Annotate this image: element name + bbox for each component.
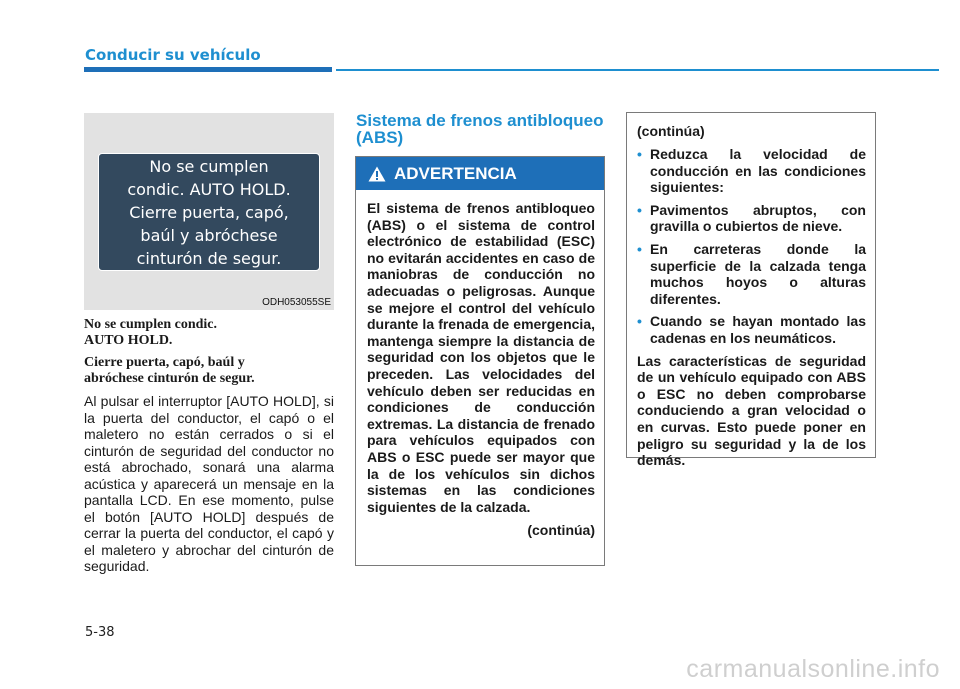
left-column	[84, 317, 334, 575]
lcd-line: No se cumplen	[149, 156, 269, 176]
warning-triangle-icon	[368, 166, 386, 182]
page-number: 5-38	[85, 625, 115, 640]
lcd-line: baúl y abróchese	[140, 225, 278, 245]
continued-box	[626, 112, 876, 469]
message-line: No se cumplen condic.	[84, 317, 217, 332]
list-item-text: Pavimentos abruptos, con gravilla o cubiertos de nieve.	[650, 201, 866, 235]
watermark: carmanualsonline.info	[686, 655, 940, 683]
lcd-line: condic. AUTO HOLD.	[127, 179, 291, 199]
auto-hold-description: Al pulsar el interruptor [AUTO HOLD], si la puerta del conductor, el capó o el maletero no están cerrados o si el cinturón de seguridad del conductor no está abrochado, sonará una alarma acústica y aparecerá un mensaje en la pantalla LCD. En ese momento, pulse el botón [AUTO HOLD] después de cerrar la puerta del conductor, el capó y el maletero y abrochar del cinturón de seguridad.	[84, 393, 334, 574]
list-item	[637, 241, 866, 307]
message-line: AUTO HOLD.	[84, 333, 173, 348]
lcd-line: cinturón de segur.	[136, 248, 282, 268]
list-item-text: En carreteras donde la superficie de la calzada tenga muchos hoyos o alturas diferentes.	[650, 240, 866, 307]
list-item	[637, 202, 866, 235]
section-title: Conducir su vehículo	[85, 46, 261, 64]
abs-section-title: Sistema de frenos antibloqueo (ABS)	[356, 111, 604, 147]
message-heading-2	[84, 355, 334, 387]
bullet-list	[637, 146, 866, 347]
warning-text: El sistema de frenos antibloqueo (ABS) o el sistema de control electrónico de estabilidad (ESC) no evitarán accidentes en caso de maniobras de conducción no adecuadas o peligrosas. Aunque se mejore el control del vehículo durante la frenada de emergencia, mantenga siempre la distancia de seguridad con los objetos que le preceden. Las velocidades del vehículo deben ser reducidas en condiciones de conducción extremas. La distancia de frenado para vehículos equipados con ABS o ESC puede ser mayor que la de los vehículos sin dichos sistemas en las condiciones siguientes de la calzada.	[367, 200, 595, 515]
message-heading-1	[84, 317, 334, 349]
message-line: abróchese cinturón de segur.	[84, 371, 255, 386]
bullet-icon: •	[637, 201, 642, 218]
continued-head: (continúa)	[637, 123, 705, 139]
bullet-icon: •	[637, 313, 642, 330]
header-rule-thick	[84, 67, 332, 72]
lcd-line: Cierre puerta, capó,	[129, 202, 289, 222]
bullet-icon: •	[637, 240, 642, 257]
lcd-figure	[84, 113, 334, 310]
warning-label: ADVERTENCIA	[394, 163, 517, 183]
safety-paragraph: Las características de seguridad de un vehículo equipado con ABS o ESC no deben comprobarse conduciendo a gran velocidad o en curvas. Esto puede poner en peligro su seguridad y la de los demás.	[637, 352, 866, 469]
figure-code: ODH053055SE	[262, 297, 331, 308]
lcd-message	[127, 155, 290, 270]
list-item-text: Reduzca la velocidad de conducción en las condiciones siguientes:	[650, 146, 866, 196]
list-item	[637, 313, 866, 346]
list-item-text: Cuando se hayan montado las cadenas en los neumáticos.	[650, 313, 866, 346]
message-line: Cierre puerta, capó, baúl y	[84, 355, 245, 370]
bullet-icon: •	[637, 146, 642, 162]
continued-label: (continúa)	[527, 522, 595, 539]
warning-box	[355, 156, 605, 566]
header-rule-thin	[336, 69, 939, 71]
lcd-display	[98, 153, 320, 271]
list-item	[637, 146, 866, 196]
warning-header	[356, 157, 604, 190]
